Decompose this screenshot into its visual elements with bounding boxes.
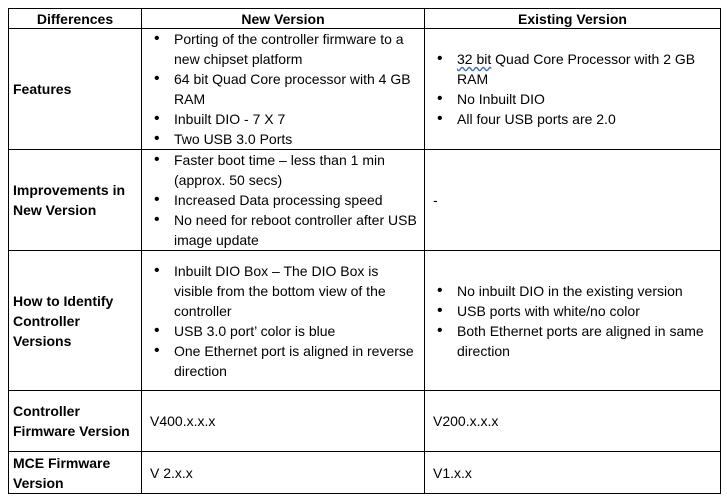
list-item: • USB 3.0 port’ color is blue [150, 321, 418, 341]
identify-existing-cell [425, 251, 721, 391]
features-new-cell [142, 29, 425, 150]
improvements-new-list [150, 150, 418, 250]
version-comparison-table [8, 8, 721, 494]
spellcheck-underlined-text: 32 bit [457, 51, 492, 67]
list-item: • All four USB ports are 2.0 [433, 109, 714, 129]
features-label: Features [9, 29, 142, 150]
list-item: • No inbuilt DIO in the existing version [433, 281, 714, 301]
controller-firmware-row [9, 391, 721, 452]
identify-existing-list [433, 281, 714, 361]
features-row [9, 29, 721, 150]
controller-firmware-existing: V200.x.x.x [425, 391, 721, 452]
list-item-text: Quad Core Processor with 2 GB RAM [457, 51, 696, 87]
header-existing-version: Existing Version [425, 9, 721, 29]
list-item: • No Inbuilt DIO [433, 89, 714, 109]
list-item: • Inbuilt DIO Box – The DIO Box is visible from the bottom view of the controller [150, 261, 418, 321]
list-item [433, 49, 714, 89]
list-item: • Increased Data processing speed [150, 190, 418, 210]
features-new-list [150, 29, 418, 149]
list-item: • Both Ethernet ports are aligned in same direction [433, 321, 714, 361]
identify-new-list [150, 261, 418, 381]
list-item: • No need for reboot controller after USB image update [150, 210, 418, 250]
identify-new-cell [142, 251, 425, 391]
improvements-existing-cell: - [425, 150, 721, 251]
mce-firmware-existing: V1.x.x [425, 452, 721, 494]
features-existing-list [433, 49, 714, 129]
improvements-label: Improvements in New Version [9, 150, 142, 251]
mce-firmware-label: MCE Firmware Version [9, 452, 142, 494]
list-item: • Two USB 3.0 Ports [150, 129, 418, 149]
identify-label: How to Identify Controller Versions [9, 251, 142, 391]
features-existing-cell [425, 29, 721, 150]
header-differences: Differences [9, 9, 142, 29]
controller-firmware-new: V400.x.x.x [142, 391, 425, 452]
list-item: • Porting of the controller firmware to a new chipset platform [150, 29, 418, 69]
list-item: • Faster boot time – less than 1 min (approx. 50 secs) [150, 150, 418, 190]
improvements-new-cell [142, 150, 425, 251]
list-item: • One Ethernet port is aligned in reverse direction [150, 341, 418, 381]
list-item: • Inbuilt DIO - 7 X 7 [150, 109, 418, 129]
header-row [9, 9, 721, 29]
list-item: • USB ports with white/no color [433, 301, 714, 321]
controller-firmware-label: Controller Firmware Version [9, 391, 142, 452]
mce-firmware-row [9, 452, 721, 494]
list-item: • 64 bit Quad Core processor with 4 GB RAM [150, 69, 418, 109]
mce-firmware-new: V 2.x.x [142, 452, 425, 494]
header-new-version: New Version [142, 9, 425, 29]
improvements-row [9, 150, 721, 251]
identify-row [9, 251, 721, 391]
